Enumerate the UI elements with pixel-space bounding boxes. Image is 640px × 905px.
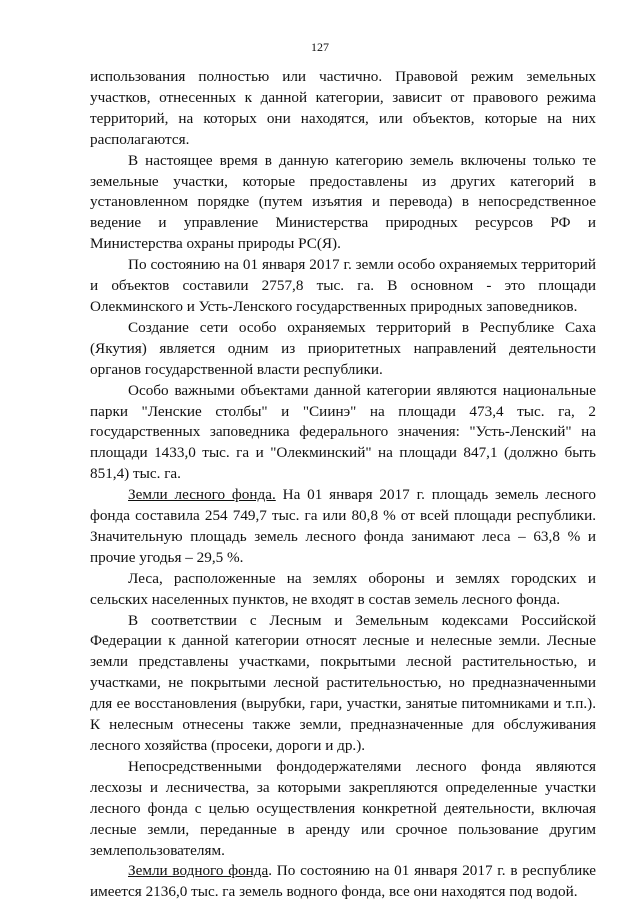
paragraph-5 <box>90 381 596 486</box>
paragraph-8 <box>90 611 596 757</box>
paragraph-6 <box>90 485 596 569</box>
paragraph-text: Особо важными объектами данной категории являются национальные парки "Ленские столбы" и "Сиинэ" на площади 473,4 тыс. га, 2 государственных заповедника федерального значения: "Усть-Ленский" на площади 1433,0 тыс. га и "Олекминский" на площади 847,1 (должно быть 851,4) тыс. га. <box>90 381 596 483</box>
page-content <box>90 67 596 903</box>
paragraph-2 <box>90 151 596 256</box>
paragraph-text: . По состоянию на 01 января 2017 г. в республике имеется 2136,0 тыс. га земель водного фонда, все они находятся под водой. <box>90 862 596 901</box>
paragraph-text: использования полностью или частично. Правовой режим земельных участков, отнесенных к данной категории, зависит от правового режима территорий, на которых они находятся, или объектов, которые на них располагаются. <box>90 68 596 148</box>
paragraph-text: В соответствии с Лесным и Земельным кодексами Российской Федерации к данной категории относят лесные и нелесные земли. Лесные земли представлены участками, покрытыми лесной растительностью, и участками, не покрытыми лесной растительностью, но предназначенными для ее восстановления (вырубки, гари, участки, занятые питомниками и т.п.). К нелесным отнесены также земли, предназначенные для обслуживания лесного хозяйства (просеки, дороги и др.). <box>90 611 596 754</box>
paragraph-9 <box>90 757 596 862</box>
paragraph-1 <box>90 67 596 151</box>
paragraph-text: Создание сети особо охраняемых территорий в Республике Саха (Якутия) является одним из приоритетных направлений деятельности органов государственной власти республики. <box>90 318 596 378</box>
section-heading-water-fund: Земли водного фонда <box>128 862 269 880</box>
page-number: 127 <box>311 40 329 54</box>
paragraph-10 <box>90 861 596 903</box>
paragraph-7 <box>90 569 596 611</box>
paragraph-text: На 01 января 2017 г. площадь земель лесного фонда составила 254 749,7 тыс. га или 80,8 % от всей площади республики. Значительную площадь земель лесного фонда занимают леса – 63,8 % и прочие угодья – 29,5 %. <box>90 486 596 566</box>
section-heading-forest-fund: Земли лесного фонда. <box>128 486 276 504</box>
paragraph-text: В настоящее время в данную категорию земель включены только те земельные участки, которые предоставлены из других категорий в установленном порядке (путем изъятия и перевода) в непосредственное ведение и управление Министерства природных ресурсов РФ и Министерства охраны природы РС(Я). <box>90 151 596 253</box>
paragraph-text: По состоянию на 01 января 2017 г. земли особо охраняемых территорий и объектов составили 2757,8 тыс. га. В основном - это площади Олекминского и Усть-Ленского государственных природных заповедников. <box>90 256 596 315</box>
paragraph-4 <box>90 318 596 381</box>
paragraph-3 <box>90 255 596 318</box>
paragraph-text: Непосредственными фондодержателями лесного фонда являются лесхозы и лесничества, за которыми закрепляются определенные участки лесного фонда с целью осуществления конкретной деятельности, включая лесные земли, переданные в аренду или срочное пользование другим землепользователям. <box>90 757 596 859</box>
paragraph-text: Леса, расположенные на землях обороны и землях городских и сельских населенных пунктов, не входят в состав земель лесного фонда. <box>90 569 596 608</box>
